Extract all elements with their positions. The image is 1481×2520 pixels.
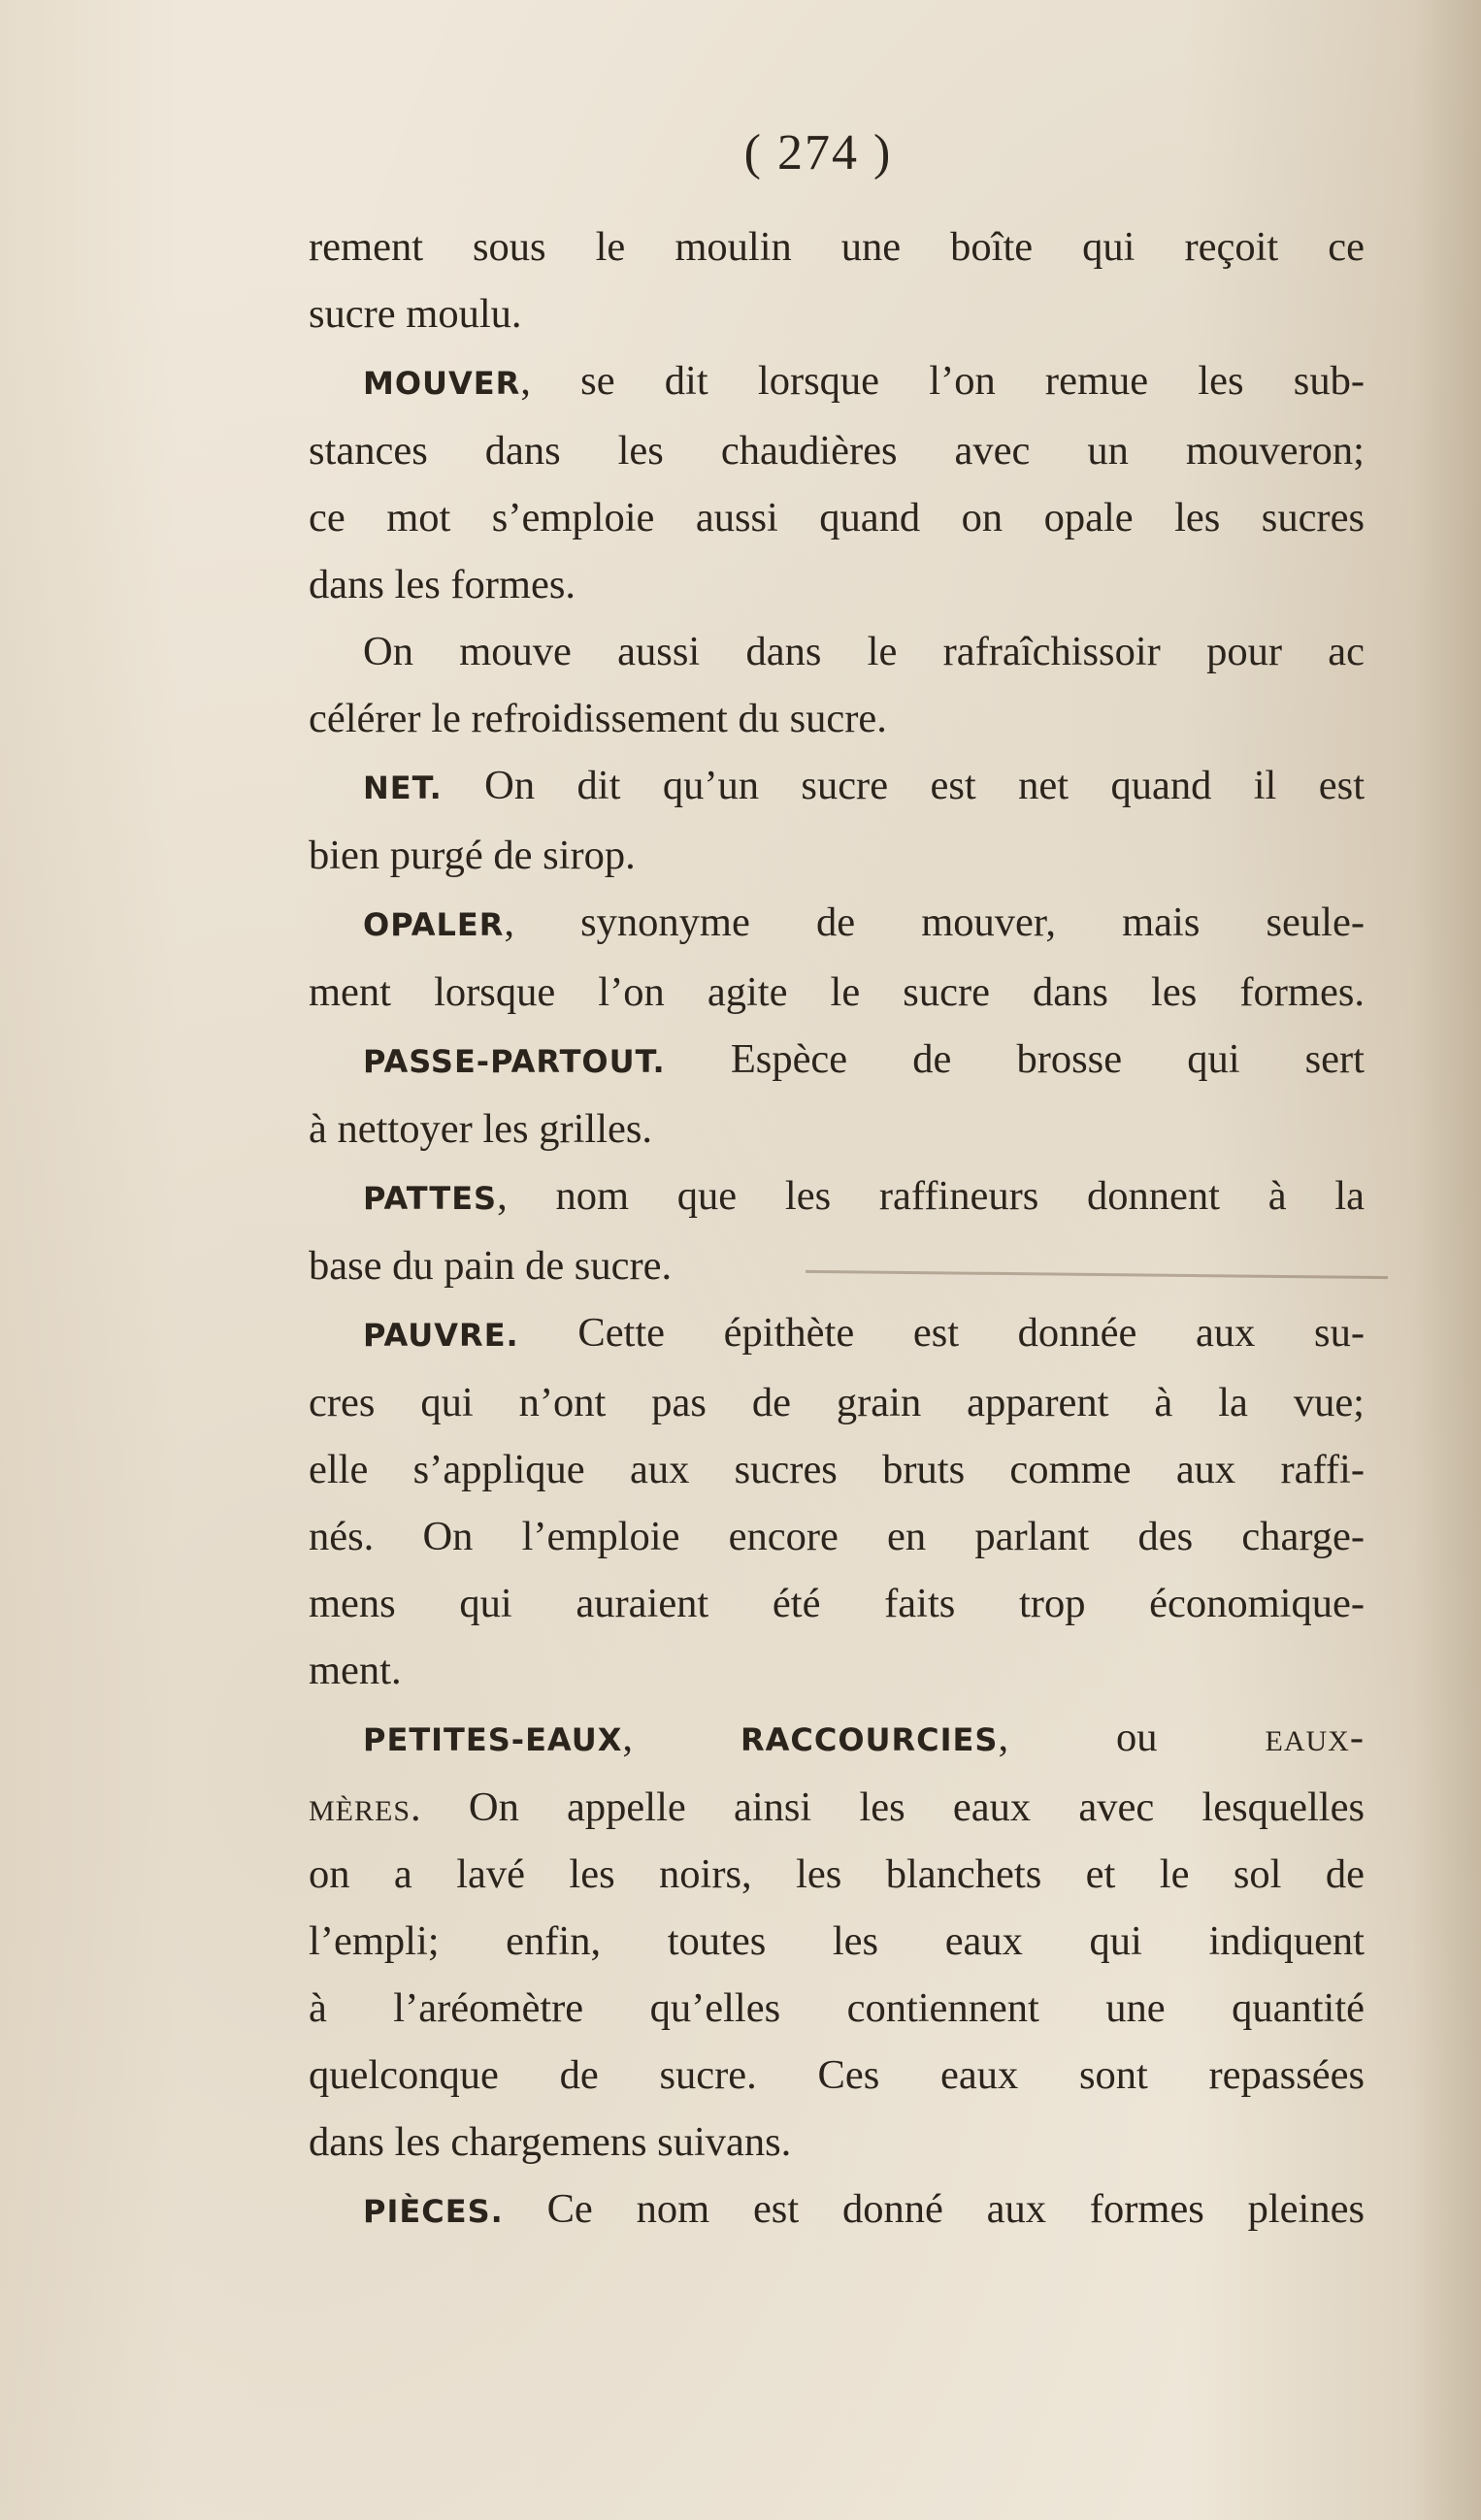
entry-text: , ou	[998, 1715, 1266, 1760]
text-line: nés. On l’emploie encore en parlant des charge-	[309, 1514, 1365, 1559]
dictionary-text	[309, 213, 1365, 2245]
text-line: bien purgé de sirop.	[309, 833, 636, 878]
entry-pattes	[309, 1162, 1365, 1232]
text-line: ment lorsque l’on agite le sucre dans les formes.	[309, 969, 1365, 1015]
entry-mouver	[309, 347, 1365, 417]
entry-pauvre	[309, 1299, 1365, 1369]
entry-headword: PASSE-PARTOUT.	[363, 1043, 666, 1080]
entry-text: Ce nom est donné aux formes pleines	[503, 2186, 1365, 2232]
entry-headword: OPALER	[363, 906, 505, 943]
page-gutter-shadow	[1413, 0, 1481, 2520]
text-line: ment.	[309, 1648, 402, 1693]
entry-text: , synonyme de mouver, mais seule-	[504, 900, 1365, 945]
text-line: mens qui auraient été faits trop économique-	[309, 1581, 1365, 1626]
text-line: on a lavé les noirs, les blanchets et le sol de	[309, 1851, 1365, 1897]
text-line: quelconque de sucre. Ces eaux sont repassées	[309, 2052, 1365, 2098]
entry-headword: PAUVRE.	[363, 1317, 519, 1354]
entry-text: ,	[622, 1715, 740, 1760]
entry-opaler	[309, 889, 1365, 959]
entry-headword: PETITES-EAUX	[363, 1721, 623, 1758]
entry-headword: PIÈCES.	[363, 2193, 504, 2230]
entry-pieces	[309, 2176, 1365, 2245]
text-line: dans les chargemens suivans.	[309, 2119, 792, 2165]
entry-headword: MOUVER	[363, 365, 521, 402]
text-line	[309, 1774, 1365, 1841]
entry-text: . On appelle ainsi les eaux avec lesquelles	[411, 1784, 1365, 1830]
entry-text: On dit qu’un sucre est net quand il est	[442, 763, 1365, 808]
text-line: cres qui n’ont pas de grain apparent à la vue;	[309, 1380, 1365, 1425]
entry-smallcaps: eaux-	[1265, 1715, 1365, 1760]
entry-text: Espèce de brosse qui sert	[665, 1036, 1365, 1082]
entry-passe-partout	[309, 1026, 1365, 1096]
entry-smallcaps: mères	[309, 1784, 411, 1830]
text-line: dans les formes.	[309, 562, 576, 607]
entry-headword: RACCOURCIES	[740, 1721, 999, 1758]
text-line: elle s’applique aux sucres bruts comme aux raffi-	[309, 1447, 1365, 1492]
text-line: On mouve aussi dans le rafraîchissoir pour ac	[363, 629, 1365, 674]
entry-text: , nom que les raffineurs donnent à la	[497, 1173, 1365, 1219]
text-line: ce mot s’emploie aussi quand on opale les sucres	[309, 495, 1365, 540]
entry-petites-eaux	[309, 1704, 1365, 1774]
entry-text: Cette épithète est donnée aux su-	[518, 1310, 1365, 1356]
text-line: l’empli; enfin, toutes les eaux qui indiquent	[309, 1918, 1365, 1964]
entry-headword: PATTES	[363, 1180, 498, 1217]
entry-text: , se dit lorsque l’on remue les sub-	[520, 358, 1365, 404]
text-line: à nettoyer les grilles.	[309, 1106, 653, 1152]
text-line: rement sous le moulin une boîte qui reçoit ce	[309, 224, 1365, 270]
text-line: sucre moulu.	[309, 291, 522, 337]
text-line: à l’aréomètre qu’elles contiennent une quantité	[309, 1985, 1365, 2031]
entry-net	[309, 752, 1365, 822]
entry-headword: NET.	[363, 769, 443, 806]
text-line: base du pain de sucre.	[309, 1243, 673, 1289]
text-line: stances dans les chaudières avec un mouveron;	[309, 428, 1365, 474]
text-line: célérer le refroidissement du sucre.	[309, 696, 887, 741]
page-number: ( 274 )	[743, 125, 893, 180]
